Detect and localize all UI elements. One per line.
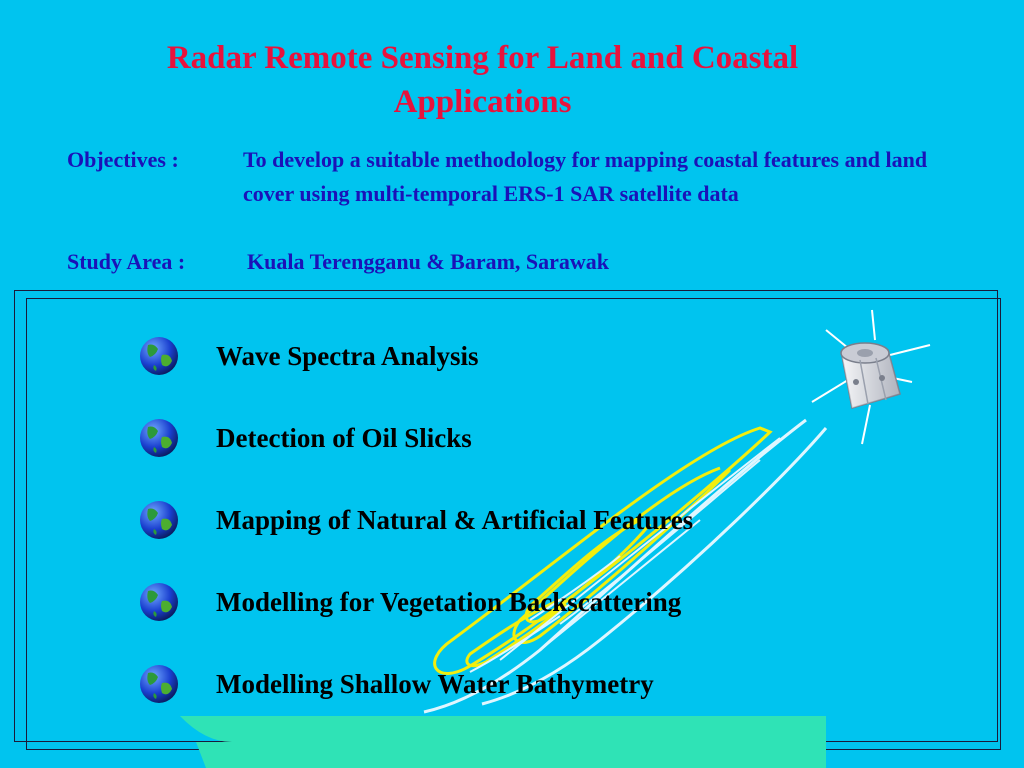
globe-icon <box>138 335 180 377</box>
objectives-text: To develop a suitable methodology for mapping coastal features and land cover using multi-temporal ERS-1 SAR satellite data <box>243 147 928 206</box>
globe-icon <box>138 417 180 459</box>
bullet-label: Wave Spectra Analysis <box>216 341 479 371</box>
list-item <box>138 660 838 710</box>
bullet-label: Modelling for Vegetation Backscattering <box>216 587 682 617</box>
study-area-label: Study Area : <box>67 249 186 274</box>
bullet-label: Mapping of Natural & Artificial Features <box>216 505 694 535</box>
slide-title: Radar Remote Sensing for Land and Coastal Applications <box>166 40 799 120</box>
list-item <box>138 496 838 546</box>
sea-band-graphic <box>180 716 826 768</box>
globe-icon <box>138 663 180 705</box>
list-item <box>138 332 838 382</box>
bullet-label: Detection of Oil Slicks <box>216 423 472 453</box>
list-item <box>138 414 838 464</box>
study-area-text: Kuala Terengganu & Baram, Sarawak <box>247 249 610 274</box>
bullet-label: Modelling Shallow Water Bathymetry <box>216 669 654 699</box>
globe-icon <box>138 499 180 541</box>
objectives-label: Objectives : <box>67 147 179 172</box>
globe-icon <box>138 581 180 623</box>
list-item <box>138 578 838 628</box>
